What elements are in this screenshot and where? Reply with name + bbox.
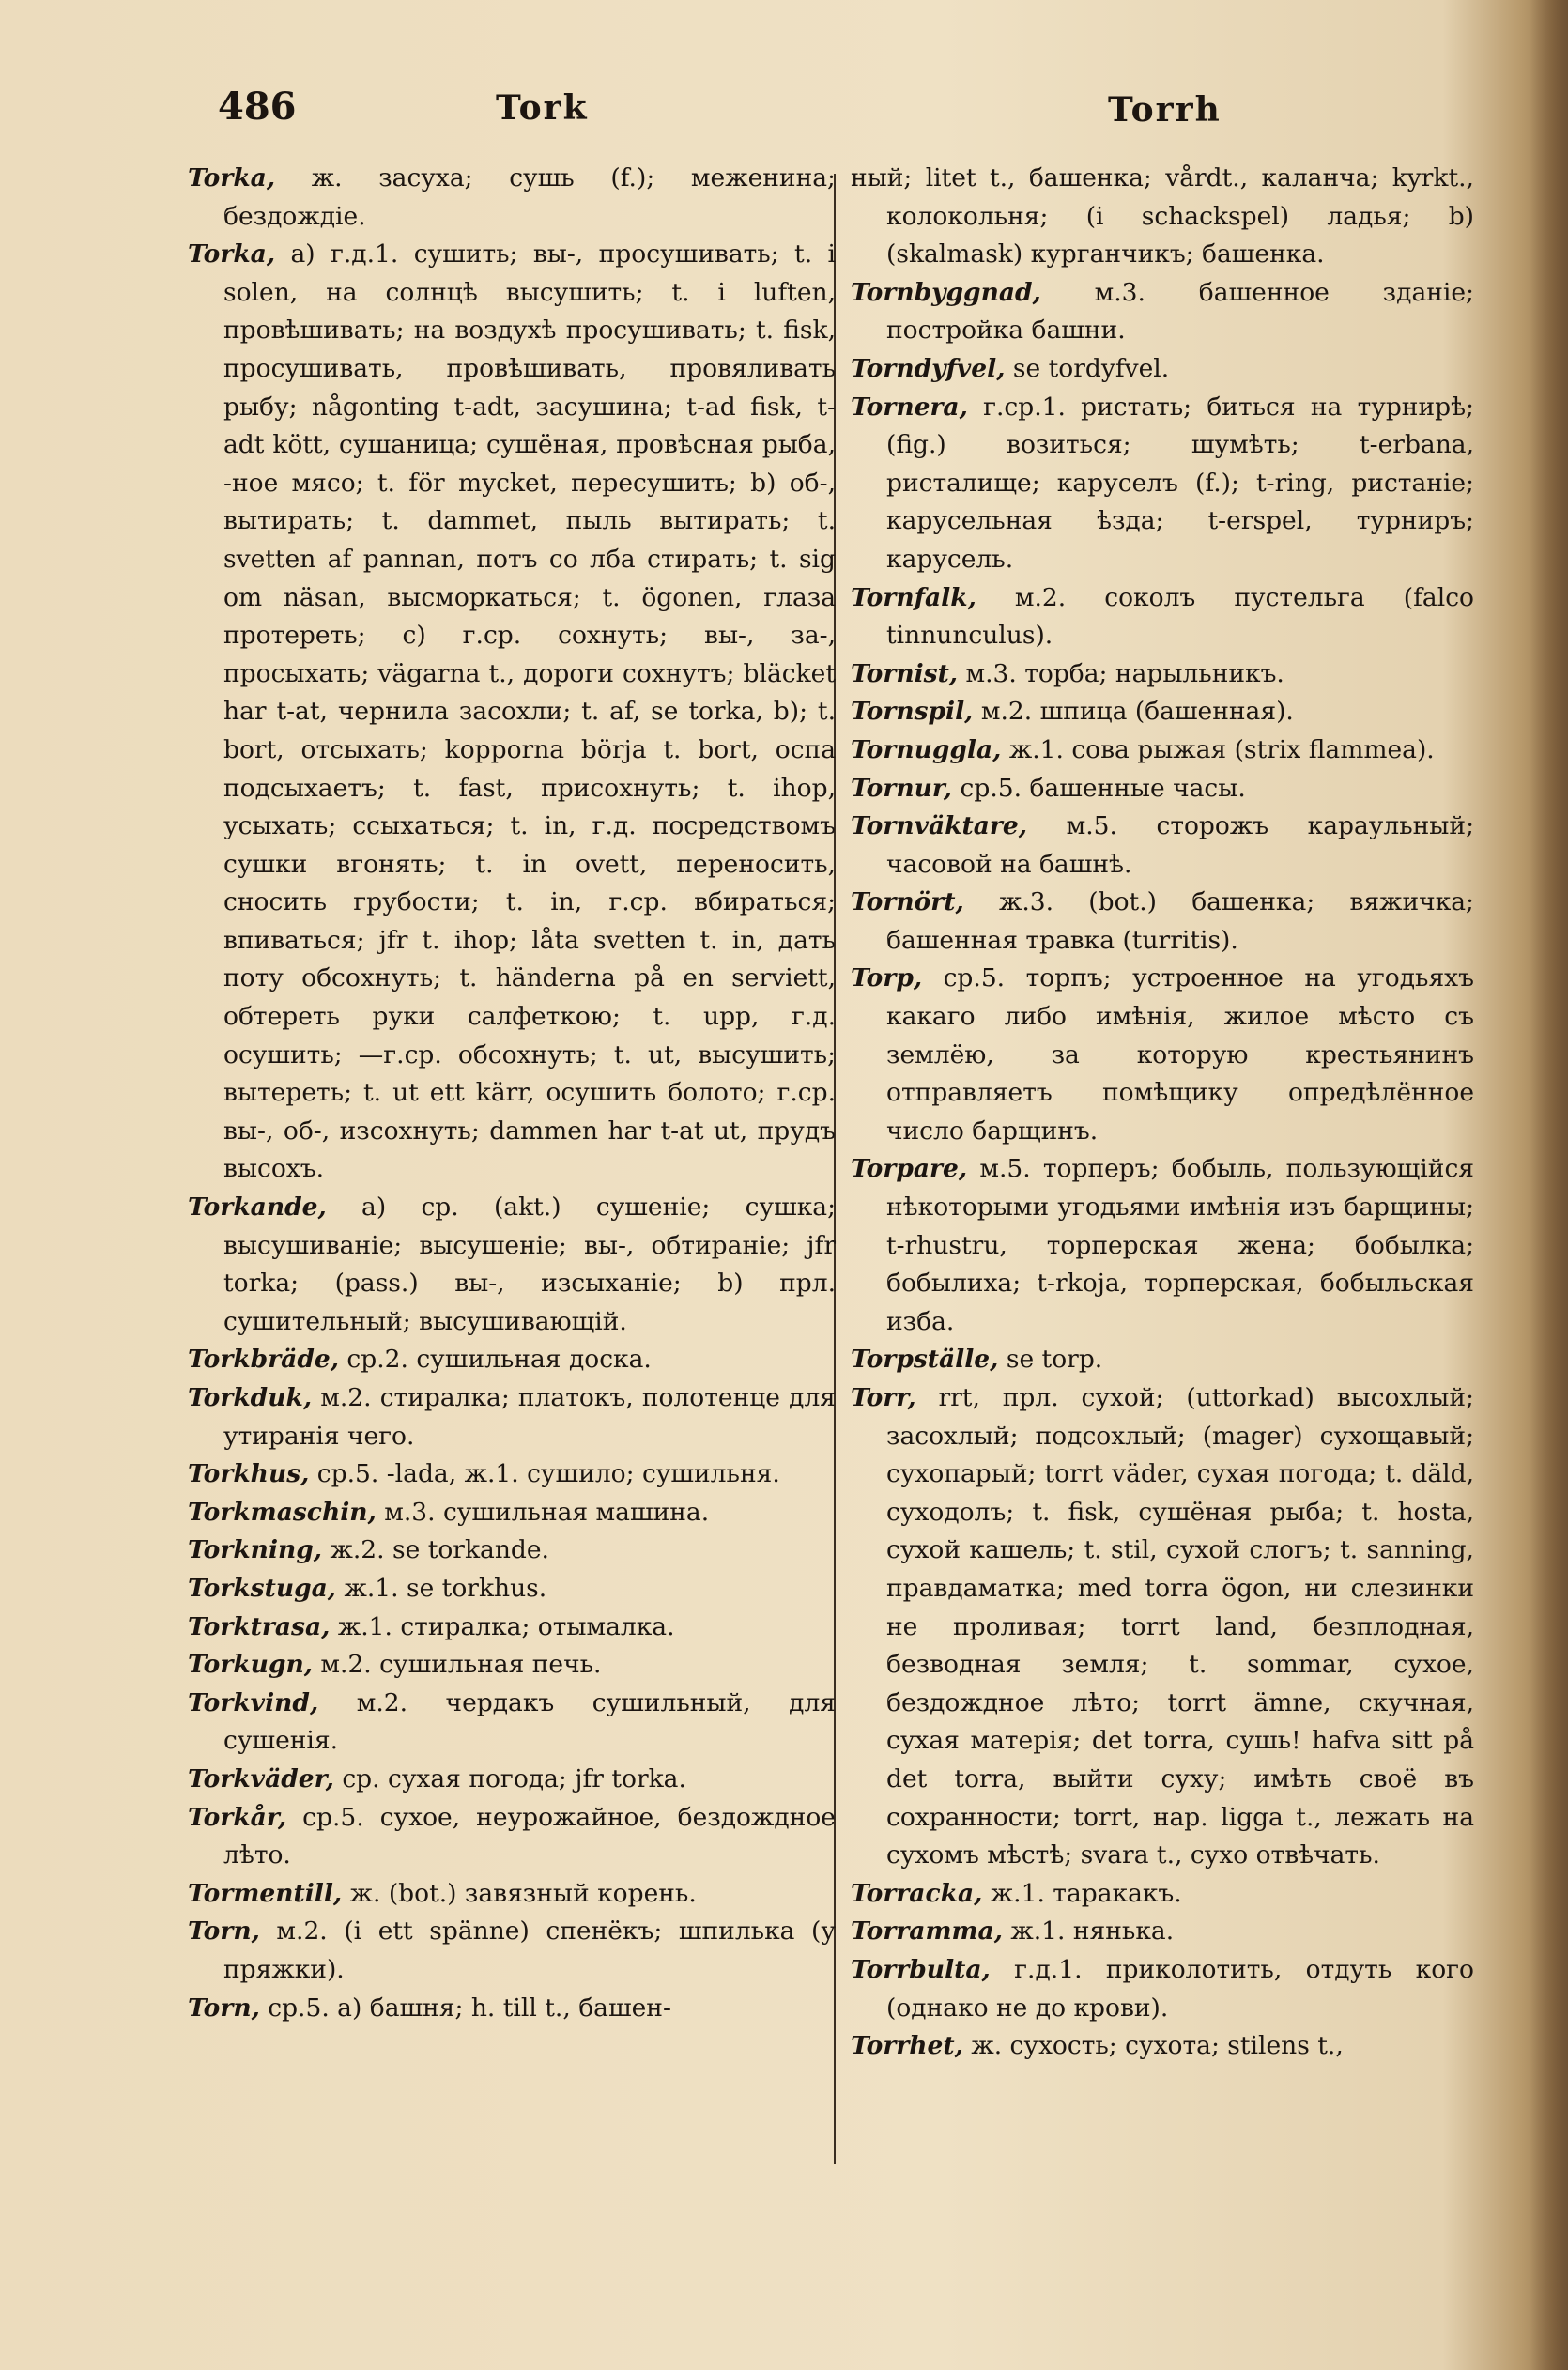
entry-definition: ср.5. торпъ; устроенное на угодьяхъ какаго либо имѣнія, жилое мѣсто съ землёю, за которую крестьянинъ отправляетъ помѣщику опредѣлённое число барщинъ. xyxy=(886,963,1474,1146)
entry-headword: Torkår, xyxy=(188,1802,287,1832)
entry-headword: Tornbyggnad, xyxy=(851,277,1041,307)
entry-headword: Torkbräde, xyxy=(188,1345,339,1375)
entry-headword: Torpställe, xyxy=(851,1345,999,1375)
dictionary-entry xyxy=(188,1685,836,1761)
entry-headword: Torramma, xyxy=(851,1916,1003,1947)
dictionary-entry xyxy=(851,808,1474,884)
dictionary-entry xyxy=(188,1379,836,1455)
dictionary-entry xyxy=(851,1341,1474,1379)
dictionary-entry xyxy=(188,1531,836,1570)
entry-headword: Torkning, xyxy=(188,1535,323,1565)
entry-headword: Torka, xyxy=(188,239,276,269)
entry-definition: ж.1. нянька. xyxy=(1010,1916,1175,1947)
dictionary-entry xyxy=(188,1875,836,1914)
entry-definition: м.5. сторожъ караульный; часовой на башнѣ. xyxy=(886,811,1474,879)
entry-headword: Torkväder, xyxy=(188,1763,334,1793)
entry-definition: м.3. сушильная машина. xyxy=(384,1497,710,1527)
entry-headword: Torkduk, xyxy=(188,1383,313,1412)
entry-definition: a) ср. (akt.) сушеніе; сушка; высушиваніе; высушеніе; вы-, обтираніе; jfr torka; (pass.) вы-, изсыханіе; b) прл. сушительный; высушивающій. xyxy=(223,1193,836,1336)
entry-definition: ср.5. -lada, ж.1. сушило; сушильня. xyxy=(316,1459,780,1489)
entry-definition: м.5. торперъ; бобыль, пользующійся нѣкоторыми угодьями имѣнія изъ барщины; t-rhustru, торперская жена; бобылка; бобылиха; t-rkoja, торперская, бобыльская изба. xyxy=(886,1154,1474,1336)
entry-definition: rrt, прл. сухой; (uttorkad) высохлый; засохлый; подсохлый; (mager) сухощавый; сухопарый; torrt väder, сухая погода; t. däld, суходолъ; t. fisk, сушёная рыба; t. hosta, сухой кашель; t. stil, сухой слогъ; t. sanning, правдаматка; med torra ögon, ни слезинки не проливая; torrt land, безплодная, безводная земля; t. sommar, сухое, бездождное лѣто; torrt ämne, скучная, сухая матерія; det torra, сушь! hafva sitt på det torra, выйти суху; имѣть своё въ сохранности; torrt, нар. ligga t., лежать на сухомъ мѣстѣ; svara t., сухо отвѣчать. xyxy=(886,1383,1474,1870)
entry-headword: Torrhet, xyxy=(851,2031,963,2061)
entry-definition: м.3. башенное зданіе; постройка башни. xyxy=(886,277,1474,346)
entry-headword: Tornera, xyxy=(851,392,968,422)
dictionary-entry xyxy=(851,579,1474,655)
entry-headword: Torr, xyxy=(851,1383,916,1412)
entry-definition: м.3. торба; нарыльникъ. xyxy=(965,658,1284,688)
entry-headword: Tornur, xyxy=(851,773,953,803)
dictionary-entry xyxy=(851,693,1474,731)
entry-definition: м.2. стиралка; платокъ, полотенце для утиранія чего. xyxy=(223,1383,836,1451)
dictionary-entry xyxy=(851,1150,1474,1341)
entry-definition: ный; litet t., башенка; vårdt., каланча; kyrkt., колокольня; (i schackspel) ладья; b) (skalmask) курганчикъ; башенка. xyxy=(851,163,1474,269)
dictionary-entry xyxy=(188,1646,836,1685)
entry-headword: Tornfalk, xyxy=(851,582,976,612)
page-header xyxy=(0,85,1568,141)
dictionary-entry xyxy=(851,884,1474,960)
entry-definition: ж.1. стиралка; отымалка. xyxy=(337,1611,675,1641)
entry-definition: г.ср.1. ристать; биться на турнирѣ; (fig.) возиться; шумѣть; t-erbana, ристалище; каруселъ (f.); t-ring, ристаніе; карусельная ѣзда; t-erspel, турниръ; карусель. xyxy=(886,392,1474,574)
dictionary-entry xyxy=(188,236,836,1189)
entry-headword: Tormentill, xyxy=(188,1878,343,1908)
entry-definition: г.д.1. приколотить, отдуть кого (однако не до крови). xyxy=(886,1954,1474,2023)
dictionary-entry xyxy=(188,1608,836,1647)
entry-definition: ж.1. se torkhus. xyxy=(344,1573,547,1603)
entry-definition: se torp. xyxy=(1006,1345,1103,1375)
entry-headword: Torktrasa, xyxy=(188,1611,331,1641)
dictionary-entry xyxy=(851,655,1474,694)
entry-definition: м.2. чердакъ сушильный, для сушенія. xyxy=(223,1687,836,1756)
dictionary-entry xyxy=(188,1189,836,1341)
dictionary-entry xyxy=(188,1455,836,1494)
entry-definition: ср.5. a) башня; h. till t., башен- xyxy=(268,1993,671,2023)
guide-word-right: Torrh xyxy=(1108,90,1222,130)
right-column xyxy=(851,160,1474,2066)
entry-definition: ж.1. сова рыжая (strix flammea). xyxy=(1008,734,1435,764)
dictionary-entry xyxy=(851,350,1474,389)
entry-headword: Torrbulta, xyxy=(851,1954,991,1984)
dictionary-entry xyxy=(851,389,1474,579)
dictionary-entry xyxy=(851,731,1474,770)
entry-definition: ср. сухая погода; jfr torka. xyxy=(342,1763,686,1793)
entry-definition: ж. засуха; сушь (f.); меженина; бездождіе. xyxy=(223,163,836,231)
entry-definition: м.2. (i ett spänne) спенёкъ; шпилька (у пряжки). xyxy=(223,1916,836,1984)
entry-definition: ср.5. сухое, неурожайное, бездождное лѣто. xyxy=(223,1802,836,1870)
dictionary-entry xyxy=(188,1761,836,1799)
entry-definition: ж.1. таракакъ. xyxy=(990,1878,1182,1908)
guide-word-left: Tork xyxy=(496,88,589,128)
entry-headword: Torpare, xyxy=(851,1154,968,1184)
dictionary-entry xyxy=(188,1799,836,1875)
dictionary-entry xyxy=(851,274,1474,350)
dictionary-entry xyxy=(188,1341,836,1379)
book-spine-shadow xyxy=(1530,0,1568,2370)
entry-headword: Tornört, xyxy=(851,887,964,917)
entry-headword: Tornuggla, xyxy=(851,734,1002,764)
entry-headword: Torn, xyxy=(188,1993,260,2023)
entry-definition: se tordyfvel. xyxy=(1012,353,1170,383)
left-column xyxy=(188,160,836,2027)
entry-definition: a) г.д.1. сушить; вы-, просушивать; t. i solen, на солнцѣ высушить; t. i luften, провѣшивать; на воздухѣ просушивать; t. fisk, просушивать, провѣшивать, провяливать рыбу; någonting t-adt, засушина; t-ad fisk, t-adt kött, сушаница; сушёная, провѣсная рыба, -ное мясо; t. för mycket, пересушить; b) об-, вытирать; t. dammet, пыль вытирать; t. svetten af pannan, потъ со лба стирать; t. sig om näsan, высморкаться; t. ögonen, глаза протереть; c) г.ср. сохнуть; вы-, за-, просыхать; vägarna t., дороги сохнутъ; bläcket har t-at, чернила засохли; t. af, se torka, b); t. bort, отсыхать; kopporna börja t. bort, оспа подсыхаетъ; t. fast, присохнуть; t. ihop, усыхать; ссыхаться; t. in, г.д. посредствомъ сушки вгонять; t. in ovett, переносить, сносить грубости; t. in, г.ср. вбираться; впиваться; jfr t. ihop; låta svetten t. in, дать поту обсохнуть; t. händerna på en serviett, обтереть руки салфеткою; t. upp, г.д. осушить; —г.ср. обсохнуть; t. ut, высушить; вытереть; t. ut ett kärr, осушить болото; г.ср. вы-, об-, изсохнуть; dammen har t-at ut, прудъ высохъ. xyxy=(223,239,836,1184)
entry-headword: Torkhus, xyxy=(188,1459,310,1489)
page-number: 486 xyxy=(218,85,297,129)
dictionary-entry xyxy=(851,160,1474,274)
entry-headword: Tornist, xyxy=(851,658,959,688)
dictionary-entry xyxy=(851,1913,1474,1951)
dictionary-entry xyxy=(188,1990,836,2028)
entry-headword: Torracka, xyxy=(851,1878,983,1908)
entry-definition: м.2. соколъ пустельга (falco tinnunculus). xyxy=(886,582,1474,651)
entry-definition: м.2. сушильная печь. xyxy=(320,1650,602,1680)
entry-headword: Torndyfvel, xyxy=(851,353,1006,383)
entry-definition: ср.2. сушильная доска. xyxy=(346,1345,652,1375)
entry-definition: ж.2. se torkande. xyxy=(330,1535,549,1565)
entry-headword: Tornspil, xyxy=(851,697,974,727)
entry-headword: Torkstuga, xyxy=(188,1573,337,1603)
dictionary-entry xyxy=(851,1875,1474,1914)
dictionary-entry xyxy=(851,960,1474,1150)
entry-headword: Tornväktare, xyxy=(851,811,1027,841)
entry-headword: Torkmaschin, xyxy=(188,1497,377,1527)
entry-definition: ж.3. (bot.) башенка; вяжичка; башенная травка (turritis). xyxy=(886,887,1474,955)
dictionary-entry xyxy=(188,1494,836,1532)
dictionary-entry xyxy=(188,160,836,236)
entry-definition: ж. сухость; сухота; stilens t., xyxy=(971,2031,1344,2061)
entry-definition: ср.5. башенные часы. xyxy=(960,773,1246,803)
entry-headword: Torn, xyxy=(188,1916,260,1947)
entry-definition: м.2. шпица (башенная). xyxy=(980,697,1294,727)
entry-headword: Torka, xyxy=(188,163,276,192)
dictionary-entry xyxy=(188,1913,836,1989)
entry-definition: ж. (bot.) завязный корень. xyxy=(349,1878,697,1908)
entry-headword: Torkande, xyxy=(188,1193,327,1223)
dictionary-entry xyxy=(851,770,1474,808)
dictionary-entry xyxy=(851,1951,1474,2027)
entry-headword: Torp, xyxy=(851,963,923,993)
dictionary-entry xyxy=(851,2027,1474,2066)
dictionary-entry xyxy=(188,1570,836,1608)
dictionary-entry xyxy=(851,1379,1474,1875)
entry-headword: Torkugn, xyxy=(188,1650,313,1680)
entry-headword: Torkvind, xyxy=(188,1687,319,1717)
